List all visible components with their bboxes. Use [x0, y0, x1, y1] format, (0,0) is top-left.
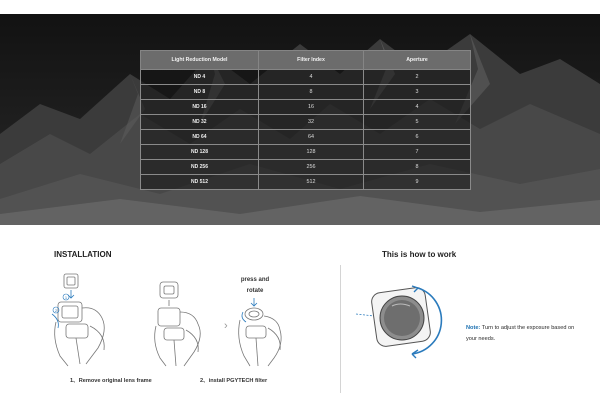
- cell-filter-index: 128: [259, 145, 364, 160]
- cell-model: ND 8: [141, 85, 259, 100]
- press-rotate-label: [239, 275, 271, 297]
- cell-aperture: 9: [364, 175, 471, 190]
- nd-filter-table: [140, 50, 471, 190]
- cell-aperture: 2: [364, 70, 471, 85]
- installation-title: INSTALLATION: [54, 250, 112, 259]
- cell-aperture: 6: [364, 130, 471, 145]
- chevron-right-icon: ›: [224, 320, 228, 332]
- cell-filter-index: 16: [259, 100, 364, 115]
- table-row: [141, 115, 471, 130]
- exposure-note: [466, 323, 586, 345]
- cell-model: ND 4: [141, 70, 259, 85]
- gimbal-rotate-filter-illustration: [228, 296, 300, 368]
- cell-model: ND 512: [141, 175, 259, 190]
- cell-filter-index: 4: [259, 70, 364, 85]
- cell-aperture: 8: [364, 160, 471, 175]
- gimbal-attach-filter-illustration: [146, 278, 218, 368]
- header-aperture: Aperture: [364, 51, 471, 70]
- press-line-1: press and: [240, 277, 270, 283]
- header-model: Light Reduction Model: [141, 51, 259, 70]
- note-label: Note:: [466, 325, 481, 331]
- how-it-works-title: This is how to work: [382, 250, 457, 259]
- cell-model: ND 32: [141, 115, 259, 130]
- cell-filter-index: 8: [259, 85, 364, 100]
- table-row: [141, 100, 471, 115]
- cell-filter-index: 64: [259, 130, 364, 145]
- table-header-row: [141, 51, 471, 70]
- cell-aperture: 3: [364, 85, 471, 100]
- cell-model: ND 256: [141, 160, 259, 175]
- table-row: [141, 160, 471, 175]
- cell-filter-index: 32: [259, 115, 364, 130]
- header-filter-index: Filter Index: [259, 51, 364, 70]
- note-text: Turn to adjust the exposure based on your needs.: [466, 325, 575, 342]
- step-mark-1: 1: [64, 295, 68, 300]
- cell-aperture: 4: [364, 100, 471, 115]
- press-line-2: rotate: [246, 288, 264, 294]
- cell-filter-index: 256: [259, 160, 364, 175]
- cell-aperture: 5: [364, 115, 471, 130]
- step-mark-2: 2: [54, 308, 58, 313]
- cell-filter-index: 512: [259, 175, 364, 190]
- gimbal-remove-frame-illustration: [46, 268, 126, 368]
- table-row: [141, 85, 471, 100]
- table-row: [141, 145, 471, 160]
- table-row: [141, 130, 471, 145]
- cell-aperture: 7: [364, 145, 471, 160]
- cell-model: ND 128: [141, 145, 259, 160]
- table-row: [141, 175, 471, 190]
- section-divider: [340, 265, 341, 393]
- filter-rotation-illustration: [352, 276, 458, 366]
- step-2-caption: 2、install PGYTECH filter: [200, 378, 268, 384]
- table-row: [141, 70, 471, 85]
- step-1-caption: 1、Remove original lens frame: [70, 378, 152, 384]
- cell-model: ND 16: [141, 100, 259, 115]
- cell-model: ND 64: [141, 130, 259, 145]
